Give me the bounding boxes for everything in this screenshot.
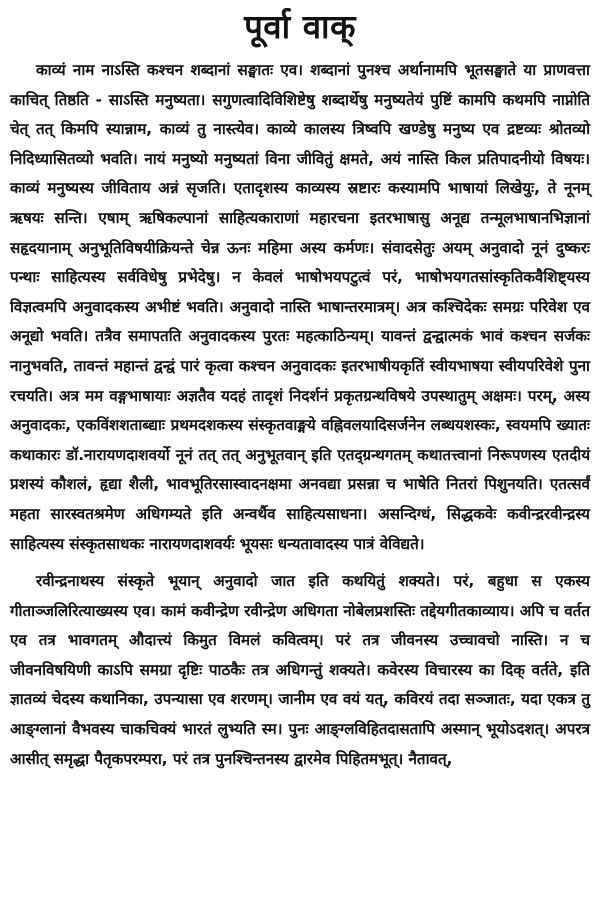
paragraph-1: काव्यं नाम नाऽस्ति कश्चन शब्दानां सङ्घातः एव। शब्दानां पुनश्च अर्थानामपि भूतसङ्घाते या प्राणवत्ता काचित् तिष्ठति - साऽस्ति मनुष्यता। सगुणत्वादिविशिष्टेषु शब्दार्थेषु मनुष्यतेयं पुष्टिं कामपि कथमपि नाप्नोति चेत् तत् किमपि स्यान्नाम, काव्यं तु नास्त्येव। काव्ये कालस्य त्रिष्वपि खण्डेषु मनुष्य एव द्रष्टव्यः श्रोतव्यो निदिध्यासितव्यो भवति। नायं मनुष्यो मनुष्यतां विना जीवितुं क्षमते, अयं नास्ति किल प्रतिपादनीयो विषयः। काव्यं मनुष्यस्य जीविताय अन्नं सृजति। एतादृशस्य काव्यस्य स्रष्टारः कस्यामपि भाषायां लिखेयुः, ते नूनम् ऋषयः सन्ति। एषाम् ऋषिकल्पानां साहित्यकाराणां महारचना इतरभाषासु अनूद्य तन्मूलभाषानभिज्ञानां सहृदयानाम् अनुभूतिविषयीक्रियन्ते चेन्न ऊनः महिमा अस्य कर्मणः। संवादसेतुः अयम् अनुवादो नूनं दुष्करः पन्थाः साहित्यस्य सर्वविधेषु प्रभेदेषु। न केवलं भाषोभयपटुत्वं परं, भाषोभयगतसांस्कृतिकवैशिष्ट्यस्य विज्ञत्वमपि अनुवादकस्य अभीष्टं भवति। अनुवादो नास्ति भाषान्तरमात्रम्। अत्र कश्चिदेकः समग्रः परिवेश एव अनूद्यो भवति। तत्रैव समापतति अनुवादकस्य पुरतः महत्काठिन्यम्। यावन्तं द्वन्द्वात्मकं भावं कश्चन सर्जकः नानुभवति, तावन्तं महान्तं द्वन्द्वं पारं कृत्वा कश्चन अनुवादकः इतरभाषीयकृतिं स्वीयभाषया स्वीयपरिवेशे पुना रचयति। अत्र मम वङ्गभाषायाः अज्ञतैव यदहं तादृशं निदर्शनं प्रकृतग्रन्थविषये उपस्थातुम् अक्षमः। परम्, अस्य अनुवादकः, एकविंशशताब्द्याः प्रथमदशकस्य संस्कृतवाङ्मये वह्निवलयादिसर्जनेन लब्धयशस्कः, स्वयमपि ख्यातः कथाकारः डॉ.नारायणदाशवर्यो नूनं तत् तत् अनुभूतवान् इति एतद्ग्रन्थगतम् कथातत्त्वानां निरूपणस्य एतदीयं प्रशस्यं कौशलं, हृद्या शैली, भावभूतिरसास्वादनक्षमा अनवद्या प्रसन्ना च भाषेति नितरां पिशुनयति। एतत्सर्वं महता सारस्वतश्रमेण अधिगम्यते इति अन्वर्थैव साहित्यसाधना। असन्दिग्धं, सिद्धकवेः कवीन्द्ररवीन्द्रस्य साहित्यस्य संस्कृतसाधकः नारायणदाशवर्यः भूयसः धन्यतावादस्य पात्रं वेविद्यते। bbox=[10, 61, 590, 553]
paragraph-2: रवीन्द्रनाथस्य संस्कृते भूयान् अनुवादो जात इति कथयितुं शक्यते। परं, बहुधा स एकस्य गीताञ्जलिरित्याख्यस्य एव। कामं कवीन्द्रेण रवीन्द्रेण अधिगता नोबेलप्रशस्तिः तद्देयगीतकाव्याय। अपि च वर्तत एव तत्र भावगतम् औदात्त्यं किमुत विमलं कवित्वम्। परं तत्र जीवनस्य उच्चावचो नास्ति। न च जीवनविषयिणी काऽपि समग्रा दृष्टिः पाठकैः तत्र अधिगन्तुं शक्यते। कवेरस्य विचारस्य का दिक् वर्तते, इति ज्ञातव्यं चेदस्य कथानिका, उपन्यासा एव शरणम्। जानीम एव वयं यत्, कविरयं तदा सञ्जातः, यदा एकत्र तु आङ्ग्लानां वैभवस्य चाकचिक्यं भारतं लुभ्यति स्म। पुनः आङ्ग्लविहितदासतापि अस्मान् भूयोऽदशत्। अपरत्र आसीत् समृद्धा पैतृकपरम्परा, परं तत्र पुनश्चिन्तनस्य द्वारमेव पिहितमभूत्। नैतावत्, bbox=[10, 572, 590, 768]
page-title: पूर्वा वाक् bbox=[244, 7, 356, 46]
